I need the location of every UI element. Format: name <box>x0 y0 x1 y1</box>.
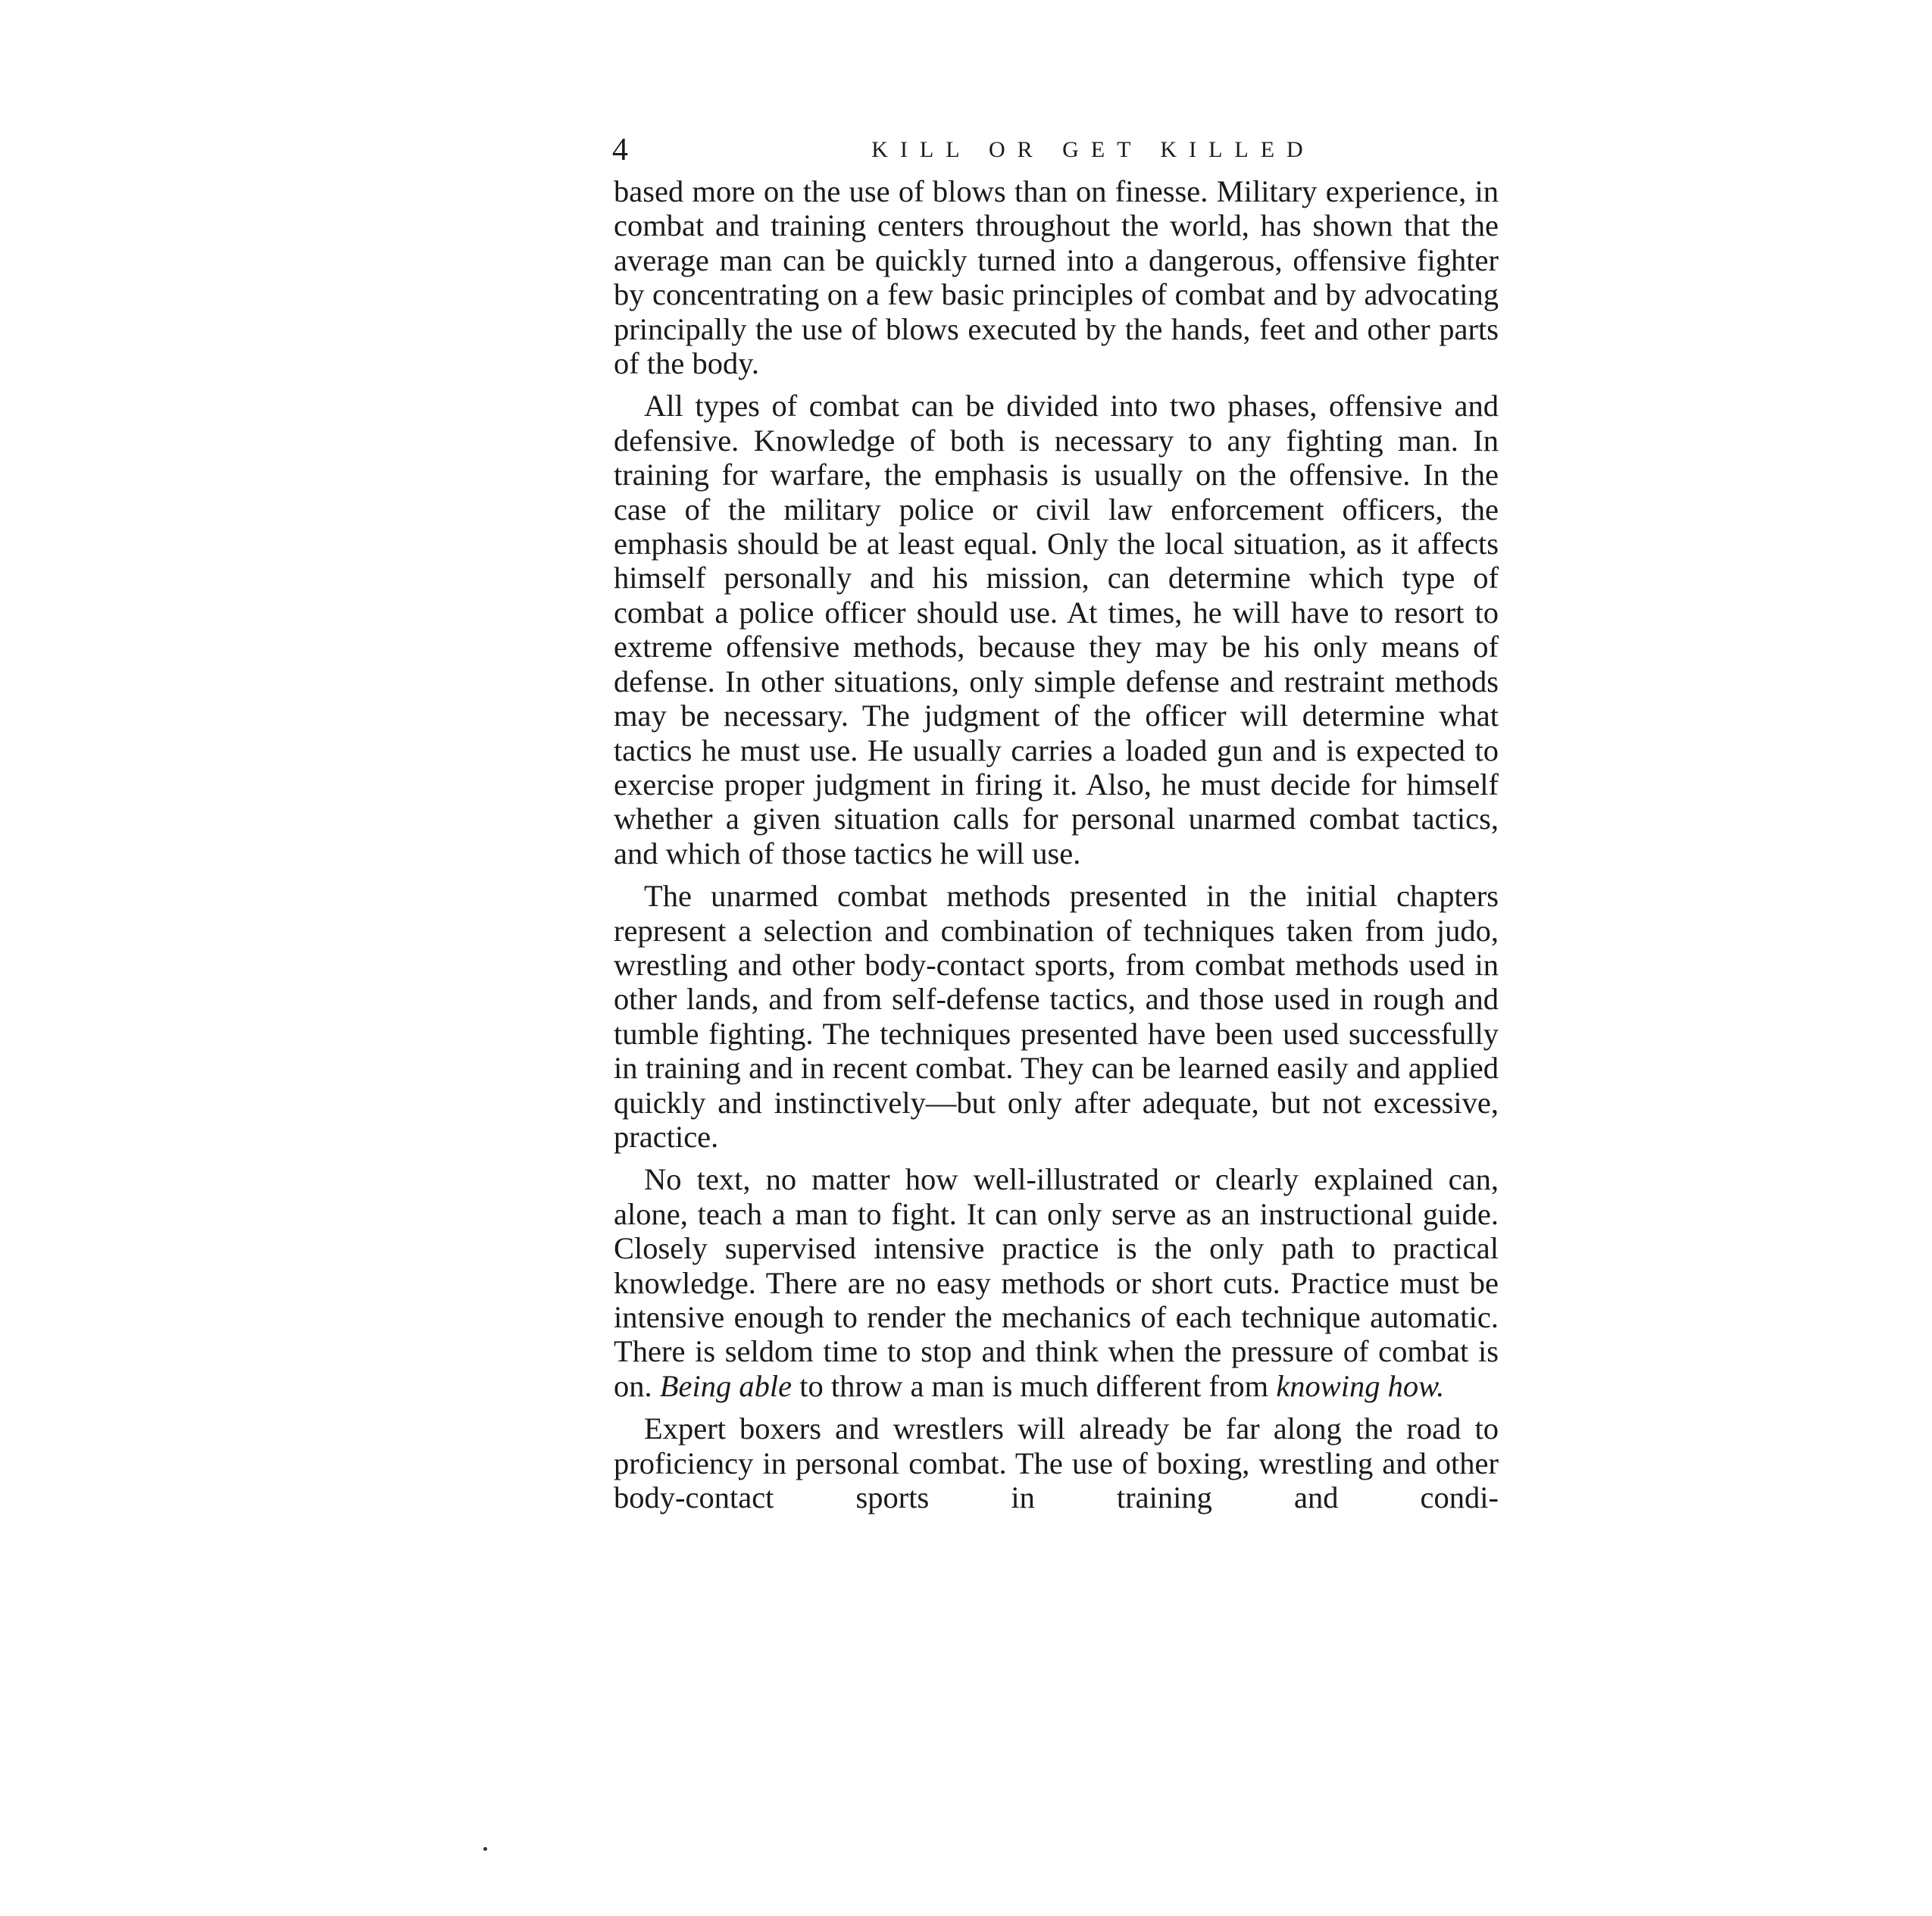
paragraph-5: Expert boxers and wrestlers will already be far along the road to proficiency in personal combat. The use of boxing, wrestling and other body-contact sports in training and condi- <box>614 1411 1499 1515</box>
paragraph-1: based more on the use of blows than on finesse. Military experience, in combat and training centers throughout the world, has shown that the average man can be quickly turned into a dangerous, offensive fighter by concentrating on a few basic principles of combat and by advocating principally the use of blows executed by the hands, feet and other parts of the body. <box>614 174 1499 381</box>
scan-speck <box>483 1847 487 1851</box>
paragraph-4-text-mid: to throw a man is much different from <box>792 1368 1277 1403</box>
page-number: 4 <box>612 133 628 167</box>
emphasis-being-able: Being able <box>659 1368 792 1403</box>
paragraph-4-text: No text, no matter how well-illustrated or clearly explained can, alone, teach a man to fight. It can only serve as an instructional guide. Closely supervised intensive practice is the only path to practical knowledge. There are no easy methods or short cuts. Practice must be intensive enough to render the mechanics of each technique automatic. There is seldom time to stop and think when the pressure of combat is on. <box>614 1162 1499 1403</box>
running-head <box>612 127 1499 173</box>
running-title: KILL OR GET KILLED <box>871 137 1315 162</box>
emphasis-knowing-how: knowing how. <box>1276 1368 1445 1403</box>
paragraph-4 <box>614 1162 1499 1403</box>
paragraph-2: All types of combat can be divided into two phases, offensive and defensive. Knowledge of both is necessary to any fighting man. In training for warfare, the emphasis is usually on the offensive. In the case of the military police or civil law enforcement officers, the emphasis should be at least equal. Only the local situation, as it affects himself personally and his mission, can determine which type of combat a police officer should use. At times, he will have to resort to extreme offensive methods, because they may be his only means of defense. In other situations, only simple defense and restraint methods may be necessary. The judgment of the officer will determine what tactics he must use. He usually carries a loaded gun and is expected to exercise proper judgment in firing it. Also, he must decide for himself whether a given situation calls for personal unarmed combat tactics, and which of those tactics he will use. <box>614 389 1499 870</box>
body-text <box>614 174 1499 1523</box>
paragraph-3: The unarmed combat methods presented in the initial chapters represent a selection and combination of techniques taken from judo, wrestling and other body-contact sports, from combat methods used in other lands, and from self-defense tactics, and those used in rough and tumble fighting. The techniques presented have been used successfully in training and in recent combat. They can be learned easily and applied quickly and instinctively—but only after adequate, but not excessive, practice. <box>614 879 1499 1154</box>
